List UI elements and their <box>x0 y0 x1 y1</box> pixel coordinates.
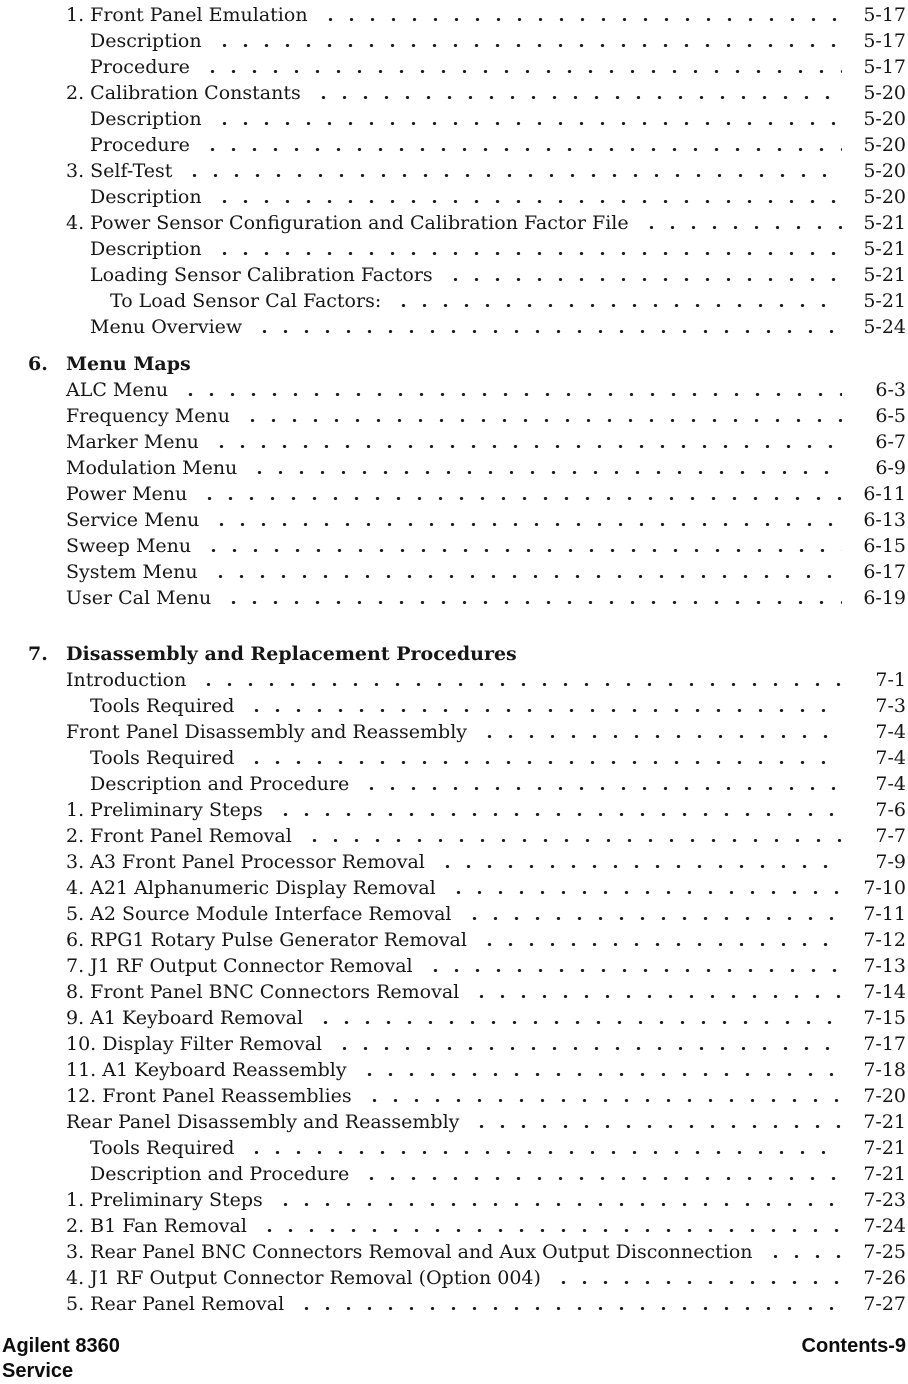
toc-entry-label: Procedure <box>90 56 190 78</box>
toc-entry-label: 4. Power Sensor Configuration and Calibration Factor File <box>66 212 629 234</box>
dot-leader <box>304 839 842 842</box>
toc-section <box>0 641 908 1317</box>
toc-entry-label: Description <box>90 108 202 130</box>
dot-leader <box>259 1229 842 1232</box>
toc-entry <box>0 184 908 210</box>
toc-entry-page: 5-20 <box>863 82 906 104</box>
dot-leader <box>425 969 842 972</box>
dot-leader <box>464 917 842 920</box>
toc-entry <box>0 106 908 132</box>
toc-entry-label: Power Menu <box>66 483 188 505</box>
toc-entry-label: ALC Menu <box>66 379 169 401</box>
toc-entry-page: 6-11 <box>863 483 906 505</box>
dot-leader <box>203 549 842 552</box>
toc-entry-page: 7-4 <box>875 773 906 795</box>
toc-entry-page: 7-10 <box>863 877 906 899</box>
toc-entry-page: 7-24 <box>863 1215 906 1237</box>
dot-leader <box>364 1099 842 1102</box>
toc-entry <box>0 262 908 288</box>
toc-entry <box>0 1161 908 1187</box>
toc-entry-page: 5-20 <box>863 160 906 182</box>
toc-entry-label: Front Panel Disassembly and Reassembly <box>66 721 468 743</box>
toc-section <box>0 351 908 611</box>
toc-entry-page: 7-21 <box>863 1137 906 1159</box>
dot-leader <box>223 601 842 604</box>
toc-entry-label: 2. Calibration Constants <box>66 82 301 104</box>
dot-leader <box>320 18 842 21</box>
toc-entry-label: 2. B1 Fan Removal <box>66 1215 247 1237</box>
dot-leader <box>445 278 842 281</box>
dot-leader <box>437 865 842 868</box>
toc-entry <box>0 585 908 611</box>
toc-entry-page: 6-19 <box>863 587 906 609</box>
dot-leader <box>471 1125 842 1128</box>
dot-leader <box>211 523 842 526</box>
toc-entry <box>0 667 908 693</box>
chapter-heading <box>0 641 908 667</box>
footer-page-label: Contents-9 <box>801 1335 906 1357</box>
dot-leader <box>214 200 842 203</box>
dot-leader <box>275 813 842 816</box>
dot-leader <box>202 70 842 73</box>
toc-entry-label: User Cal Menu <box>66 587 212 609</box>
toc-entry <box>0 1005 908 1031</box>
toc-entry-label: 1. Front Panel Emulation <box>66 4 308 26</box>
toc-entry-page: 7-18 <box>863 1059 906 1081</box>
toc-entry-page: 6-15 <box>863 535 906 557</box>
toc-entry <box>0 2 908 28</box>
toc-entry-page: 5-17 <box>863 30 906 52</box>
toc-entry <box>0 403 908 429</box>
toc-entry-label: Description and Procedure <box>90 1163 350 1185</box>
toc-entry-page: 5-17 <box>863 4 906 26</box>
dot-leader <box>315 1021 842 1024</box>
dot-leader <box>214 44 842 47</box>
toc-entry-label: 6. RPG1 Rotary Pulse Generator Removal <box>66 929 467 951</box>
toc-entry-label: 5. Rear Panel Removal <box>66 1293 285 1315</box>
toc-entry-label: 2. Front Panel Removal <box>66 825 292 847</box>
footer-manual-id <box>2 1334 120 1384</box>
dot-leader <box>246 1151 842 1154</box>
toc-entry-page: 5-21 <box>863 212 906 234</box>
toc-entry-label: Introduction <box>66 669 187 691</box>
toc-entry-page: 6-17 <box>863 561 906 583</box>
page-footer <box>2 1334 906 1384</box>
dot-leader <box>275 1203 842 1206</box>
chapter-number: 6. <box>28 353 48 375</box>
toc-section <box>0 2 908 340</box>
toc-entry-page: 7-6 <box>875 799 906 821</box>
toc-entry <box>0 1109 908 1135</box>
toc-entry-label: 3. Rear Panel BNC Connectors Removal and Aux Output Disconnection <box>66 1241 753 1263</box>
dot-leader <box>214 122 842 125</box>
dot-leader <box>471 995 842 998</box>
toc-entry-page: 7-14 <box>863 981 906 1003</box>
toc-entry-label: 7. J1 RF Output Connector Removal <box>66 955 413 977</box>
toc-entry <box>0 429 908 455</box>
toc-entry-label: Description <box>90 30 202 52</box>
toc-entry-page: 7-27 <box>863 1293 906 1315</box>
dot-leader <box>479 943 842 946</box>
toc-entry <box>0 745 908 771</box>
toc-entry <box>0 849 908 875</box>
toc-entry-page: 7-4 <box>875 721 906 743</box>
toc-entry <box>0 54 908 80</box>
toc-entry-label: Menu Overview <box>90 316 243 338</box>
dot-leader <box>184 174 842 177</box>
toc-entry-page: 7-4 <box>875 747 906 769</box>
toc-entry <box>0 1031 908 1057</box>
toc-entry-label: 3. Self-Test <box>66 160 173 182</box>
chapter-heading <box>0 351 908 377</box>
toc-entry <box>0 28 908 54</box>
chapter-number: 7. <box>28 643 48 665</box>
dot-leader <box>479 735 842 738</box>
toc-entry-page: 6-5 <box>875 405 906 427</box>
toc-entry <box>0 288 908 314</box>
dot-leader <box>361 787 842 790</box>
toc-entry <box>0 1265 908 1291</box>
toc-entry <box>0 455 908 481</box>
toc-entry <box>0 1187 908 1213</box>
dot-leader <box>393 304 842 307</box>
toc-entry-page: 7-21 <box>863 1111 906 1133</box>
toc-entry-page: 6-13 <box>863 509 906 531</box>
toc-entry-label: 9. A1 Keyboard Removal <box>66 1007 304 1029</box>
chapter-title: Disassembly and Replacement Procedures <box>66 643 517 665</box>
dot-leader <box>448 891 842 894</box>
toc-entry-page: 6-7 <box>875 431 906 453</box>
toc-entry-page: 7-9 <box>875 851 906 873</box>
dot-leader <box>246 709 842 712</box>
toc-entry-label: Rear Panel Disassembly and Reassembly <box>66 1111 460 1133</box>
toc-entry-label: Description and Procedure <box>90 773 350 795</box>
toc-entry <box>0 719 908 745</box>
dot-leader <box>359 1073 842 1076</box>
toc-entry <box>0 132 908 158</box>
toc-entry-page: 7-26 <box>863 1267 906 1289</box>
toc-entry-label: Description <box>90 238 202 260</box>
toc-entry <box>0 1213 908 1239</box>
toc-entry-page: 5-20 <box>863 134 906 156</box>
toc-entry <box>0 953 908 979</box>
toc-entry-label: Modulation Menu <box>66 457 238 479</box>
toc-entry-label: 4. A21 Alphanumeric Display Removal <box>66 877 436 899</box>
toc-entry <box>0 1291 908 1317</box>
dot-leader <box>553 1281 842 1284</box>
toc-entry-label: Procedure <box>90 134 190 156</box>
toc-entry-page: 7-20 <box>863 1085 906 1107</box>
toc-entry <box>0 771 908 797</box>
toc-entry-label: 11. A1 Keyboard Reassembly <box>66 1059 347 1081</box>
toc-entry-page: 7-13 <box>863 955 906 977</box>
toc-entry <box>0 1239 908 1265</box>
dot-leader <box>246 761 842 764</box>
toc-entry <box>0 1057 908 1083</box>
toc-entry-label: Service Menu <box>66 509 200 531</box>
footer-manual-type: Service <box>2 1360 74 1382</box>
toc-entry-page: 5-20 <box>863 108 906 130</box>
toc-entry-page: 5-21 <box>863 238 906 260</box>
toc-entry <box>0 559 908 585</box>
toc-entry-label: System Menu <box>66 561 198 583</box>
toc-entry-label: Marker Menu <box>66 431 199 453</box>
chapter-title: Menu Maps <box>66 353 191 375</box>
toc-entry <box>0 507 908 533</box>
toc-entry-page: 7-7 <box>875 825 906 847</box>
dot-leader <box>765 1255 842 1258</box>
toc-entry-label: To Load Sensor Cal Factors: <box>110 290 382 312</box>
footer-product-name: Agilent 8360 <box>2 1335 120 1357</box>
toc-entry-page: 7-12 <box>863 929 906 951</box>
toc-entry <box>0 314 908 340</box>
dot-leader <box>210 575 842 578</box>
toc-entry-page: 5-20 <box>863 186 906 208</box>
toc-entry <box>0 80 908 106</box>
dot-leader <box>296 1307 842 1310</box>
toc-entry-page: 7-11 <box>863 903 906 925</box>
toc-entry-label: 12. Front Panel Reassemblies <box>66 1085 352 1107</box>
toc-entry-page: 7-15 <box>863 1007 906 1029</box>
toc-entry-label: 5. A2 Source Module Interface Removal <box>66 903 452 925</box>
toc-entry <box>0 901 908 927</box>
toc-entry <box>0 210 908 236</box>
toc-entry-label: 3. A3 Front Panel Processor Removal <box>66 851 425 873</box>
toc-entry-label: Tools Required <box>90 747 235 769</box>
dot-leader <box>641 226 842 229</box>
toc-entry-page: 5-17 <box>863 56 906 78</box>
toc-entry-label: 8. Front Panel BNC Connectors Removal <box>66 981 460 1003</box>
toc-entry-label: 10. Display Filter Removal <box>66 1033 323 1055</box>
toc-entry <box>0 979 908 1005</box>
dot-leader <box>211 445 842 448</box>
dot-leader <box>202 148 842 151</box>
toc-entry-page: 5-24 <box>863 316 906 338</box>
toc-entry <box>0 927 908 953</box>
toc-entry <box>0 158 908 184</box>
toc-entry-label: Loading Sensor Calibration Factors <box>90 264 433 286</box>
toc-entry <box>0 481 908 507</box>
dot-leader <box>242 419 842 422</box>
toc-entry <box>0 377 908 403</box>
toc-entry-label: Description <box>90 186 202 208</box>
toc-entry-page: 5-21 <box>863 264 906 286</box>
dot-leader <box>214 252 842 255</box>
toc-entry-label: Tools Required <box>90 695 235 717</box>
toc-entry-page: 6-3 <box>875 379 906 401</box>
toc-entry-page: 7-3 <box>875 695 906 717</box>
dot-leader <box>254 330 842 333</box>
toc-entry-page: 7-17 <box>863 1033 906 1055</box>
toc-entry-page: 5-21 <box>863 290 906 312</box>
toc-entry-label: Frequency Menu <box>66 405 230 427</box>
dot-leader <box>198 683 842 686</box>
toc-entry <box>0 1083 908 1109</box>
toc-entry <box>0 693 908 719</box>
toc-entry <box>0 236 908 262</box>
dot-leader <box>249 471 842 474</box>
toc-entry <box>0 823 908 849</box>
dot-leader <box>361 1177 842 1180</box>
dot-leader <box>313 96 842 99</box>
toc-entry <box>0 875 908 901</box>
toc-entry <box>0 533 908 559</box>
toc-entry-page: 7-25 <box>863 1241 906 1263</box>
toc-entry <box>0 797 908 823</box>
toc-entry-label: 1. Preliminary Steps <box>66 799 263 821</box>
dot-leader <box>199 497 842 500</box>
toc-entry-label: 4. J1 RF Output Connector Removal (Option 004) <box>66 1267 541 1289</box>
toc-entry-label: Tools Required <box>90 1137 235 1159</box>
toc-entry-page: 6-9 <box>875 457 906 479</box>
dot-leader <box>180 393 842 396</box>
toc-entry-label: Sweep Menu <box>66 535 192 557</box>
dot-leader <box>334 1047 842 1050</box>
toc-entry-page: 7-23 <box>863 1189 906 1211</box>
toc-entry-page: 7-21 <box>863 1163 906 1185</box>
toc-entry-page: 7-1 <box>875 669 906 691</box>
toc-entry <box>0 1135 908 1161</box>
toc-entry-label: 1. Preliminary Steps <box>66 1189 263 1211</box>
